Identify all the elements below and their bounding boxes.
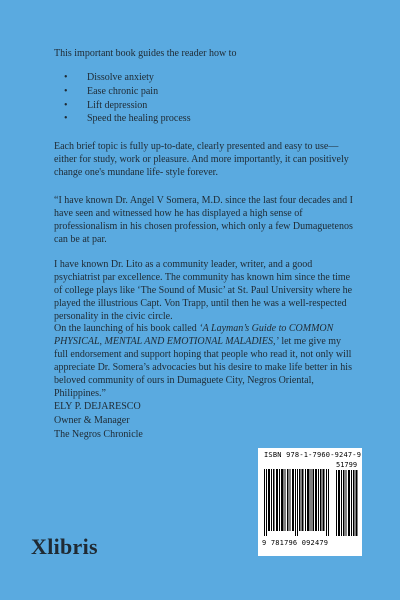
bullet-icon: • — [64, 85, 68, 97]
signatory-name: ELY P. DEJARESCO — [54, 401, 141, 412]
list-item: • Dissolve anxiety — [64, 72, 154, 83]
book-title: ‘A Layman’s Guide to COMMON PHYSICAL, MENTAL AND EMOTIONAL MALADIES,’ — [54, 323, 334, 347]
list-item: • Lift depression — [64, 99, 148, 111]
endorsement-paragraph-1: “I have known Dr. Angel V Somera, M.D. since the last four decades and I have seen and witnessed how he has displayed a high sense of professionalism in his chosen profession, which only a few Dumaguetenos can be at par. — [54, 195, 353, 245]
signature-block — [54, 400, 143, 442]
bullet-icon: • — [64, 72, 68, 83]
list-item: • Speed the healing process — [64, 113, 191, 125]
list-item: • Ease chronic pain — [64, 85, 159, 97]
endorsement-paragraph-3: On the launching of his book called ‘A Layman’s Guide to COMMON PHYSICAL, MENTAL AND EMOTIONAL MALADIES,’ let me give my full endorsement and support hoping that people who read it, not only will appreciate Dr. Somera’s advocacies but his desire to make life better in his beloved community of ours in Dumaguete City, Negros Oriental, Philippines.” — [54, 323, 352, 399]
isbn-barcode — [258, 448, 362, 556]
price-code: 51799 — [336, 461, 358, 469]
topic-paragraph: Each brief topic is fully up-to-date, clearly presented and easy to use— either for study, work or pleasure. And more importantly, it can positively change one's mundane life- style forever. — [54, 141, 349, 178]
signatory-role: Owner & Manager — [54, 415, 130, 426]
bullet-icon: • — [64, 113, 68, 125]
isbn-label: ISBN 978-1-7960-9247-9 — [264, 451, 362, 459]
ean-number: 9 781796 092479 — [262, 539, 329, 547]
publisher-logo: Xlibris — [31, 534, 98, 559]
intro-line: This important book guides the reader how to — [54, 48, 237, 59]
bullet-icon: • — [64, 99, 68, 111]
price-barcode-icon — [336, 470, 358, 536]
signatory-organization: The Negros Chronicle — [54, 429, 143, 440]
barcode-bars-icon — [264, 469, 330, 536]
endorsement-paragraph-2: I have known Dr. Lito as a community leader, writer, and a good psychiatrist par excellence. The community has known him since the time of college plays like ‘The Sound of Music’ at St. Paul University where he played the illustrious Capt. Von Trapp, until then he was a well-respected personality in the civic circle. — [54, 259, 353, 322]
benefit-list — [64, 71, 191, 126]
